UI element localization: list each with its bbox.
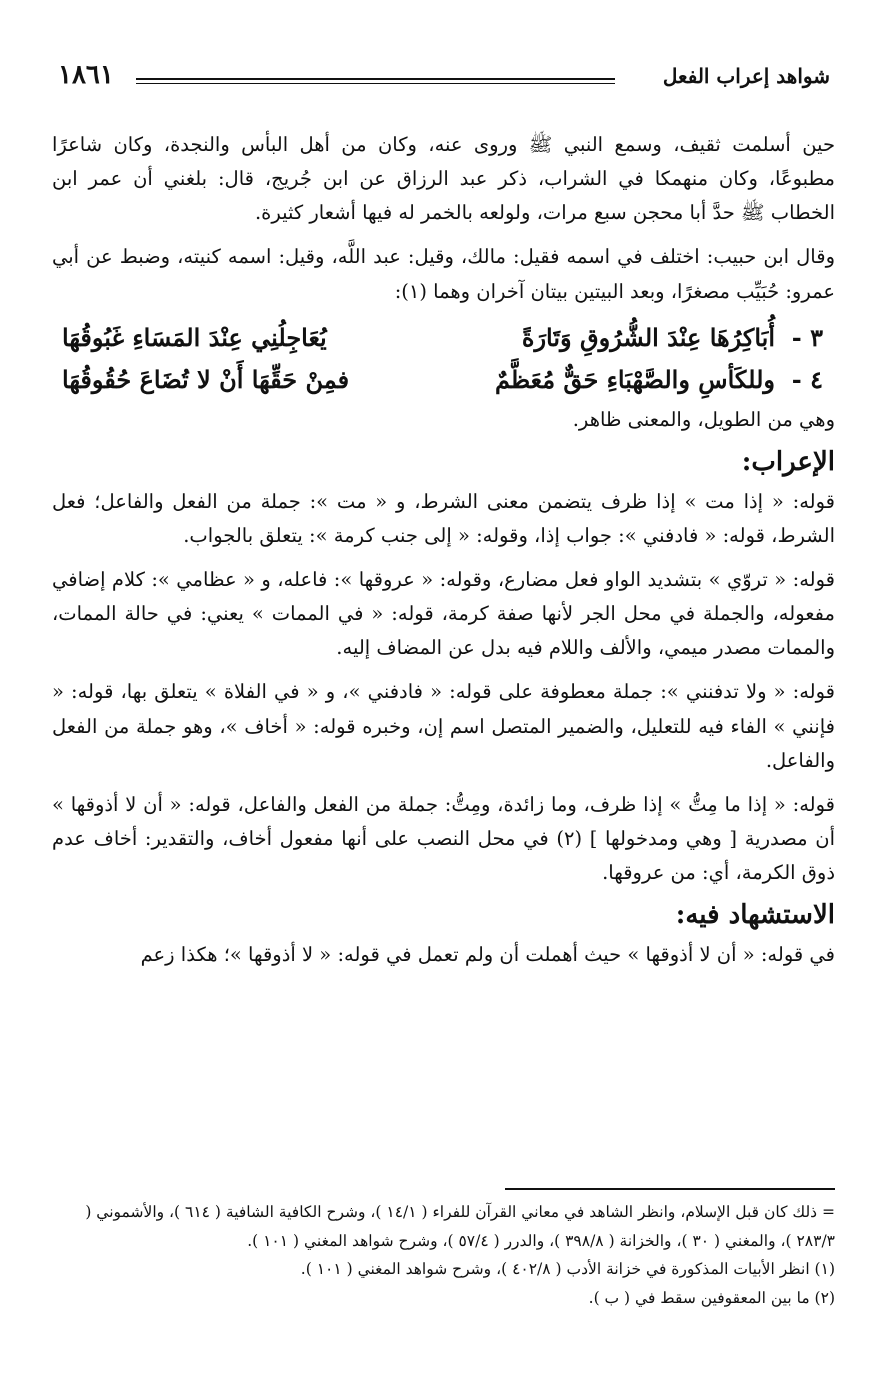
- istishhad-paragraph: في قوله: « أن لا أذوقها » حيث أهملت أن ولم تعمل في قوله: « لا أذوقها »؛ هكذا زعم: [140, 943, 835, 967]
- istishhad-heading: الاستشهاد فيه:: [675, 900, 835, 931]
- running-title: شواهد إعراب الفعل: [662, 64, 830, 88]
- footnote-2: (٢) ما بين المعقوفين سقط في ( ب ).: [588, 1289, 835, 1308]
- meter-note: وهي من الطويل، والمعنى ظاهر.: [572, 407, 835, 431]
- irab-paragraph-3: قوله: « ولا تدفنني »: جملة معطوفة على قوله: « فادفني »، و « في الفلاة » يتعلق بها، قوله: « فإنني » الفاء فيه للتعليل، والضمير المتصل اسم إن، وخبره قوله: « أخاف »، وهو جملة من الفعل والفاعل.: [52, 680, 835, 772]
- footnote-1: (١) انظر الأبيات المذكورة في خزانة الأدب ( ٤٠٢/٨ )، وشرح شواهد المغني ( ١٠١ ).: [300, 1260, 835, 1279]
- intro-paragraph-1: حين أسلمت ثقيف، وسمع النبي ﷺ وروى عنه، وكان من أهل البأس والنجدة، وكان شاعرًا مطبوعًا، وكان منهمكا في الشراب، ذكر عبد الرزاق عن ابن جُريج، قال: بلغني أن عمر ابن الخطاب ﷺ حدَّ أبا محجن سبع مرات، ولولعه بالخمر له فيها أشعار كثيرة.: [52, 133, 835, 225]
- irab-paragraph-1: قوله: « إذا مت » إذا ظرف يتضمن معنى الشرط، و « مت »: جملة من الفعل والفاعل؛ فعل الشرط، قوله: « فادفني »: جواب إذا، وقوله: « إلى جنب كرمة »: يتعلق بالجواب.: [52, 489, 835, 547]
- page-number: ١٨٦١: [58, 60, 114, 90]
- footnote-separator: [505, 1188, 835, 1190]
- irab-paragraph-4: قوله: « إذا ما مِتُّ » إذا ظرف، وما زائدة، ومِتُّ: جملة من الفعل والفاعل، قوله: « أن لا أذوقها » أن مصدرية [ وهي ومدخولها ] (٢) في محل النصب على أنها مفعول أخاف، والتقدير: أخاف عدم ذوق الكرمة، أي: من عروقها.: [52, 792, 835, 884]
- irab-heading: الإعراب:: [741, 446, 835, 477]
- verse-first-hemistich: وللكَأسِ والصَّهْبَاءِ حَقٌّ مُعَظَّمٌ: [494, 364, 775, 394]
- verse-number: ٣ -: [791, 322, 823, 352]
- main-text: [52, 128, 835, 982]
- irab-paragraph-2: قوله: « تروّي » بتشديد الواو فعل مضارع، وقوله: « عروقها »: فاعله، و « عظامي »: كلام إضافي مفعوله، والجملة في محل الجر لأنها صفة كرمة، قوله: « في الممات » يعني: في حالة الممات، والممات مصدر ميمي، والألف واللام فيه بدل عن المضاف إليه.: [52, 568, 835, 660]
- verse-3: [52, 319, 835, 361]
- verse-second-hemistich: فمِنْ حَقِّهَا أَنْ لا تُضَاعَ حُقُوقُهَا: [62, 364, 350, 394]
- verse-second-hemistich: يُعَاجِلُنِي عِنْدَ المَسَاءِ غَبُوقُهَا: [62, 322, 327, 352]
- intro-paragraph-2: وقال ابن حبيب: اختلف في اسمه فقيل: مالك، وقيل: عبد اللَّه، وقيل: اسمه كنيته، وضبط عن أبي عمرو: حُبَيِّب مصغرًا، وبعد البيتين بيتان آخران وهما (١):: [52, 245, 835, 303]
- footnotes: [50, 1198, 835, 1313]
- header-rule: [136, 78, 615, 84]
- footnote-continued: = ذلك كان قبل الإسلام، وانظر الشاهد في معاني القرآن للفراء ( ١٤/١ )، وشرح الكافية الشافية ( ٦١٤ )، والأشموني ( ٢٨٣/٣ )، والمغني ( ٣٠ )، والخزانة ( ٣٩٨/٨ )، والدرر ( ٥٧/٤ )، وشرح شواهد المغني ( ١٠١ ).: [85, 1203, 835, 1250]
- verse-number: ٤ -: [791, 364, 823, 394]
- verse-first-hemistich: أُبَاكِرُهَا عِنْدَ الشُّرُوقِ وَتَارَةً: [521, 322, 775, 352]
- verse-4: [52, 361, 835, 403]
- running-header: [58, 60, 830, 100]
